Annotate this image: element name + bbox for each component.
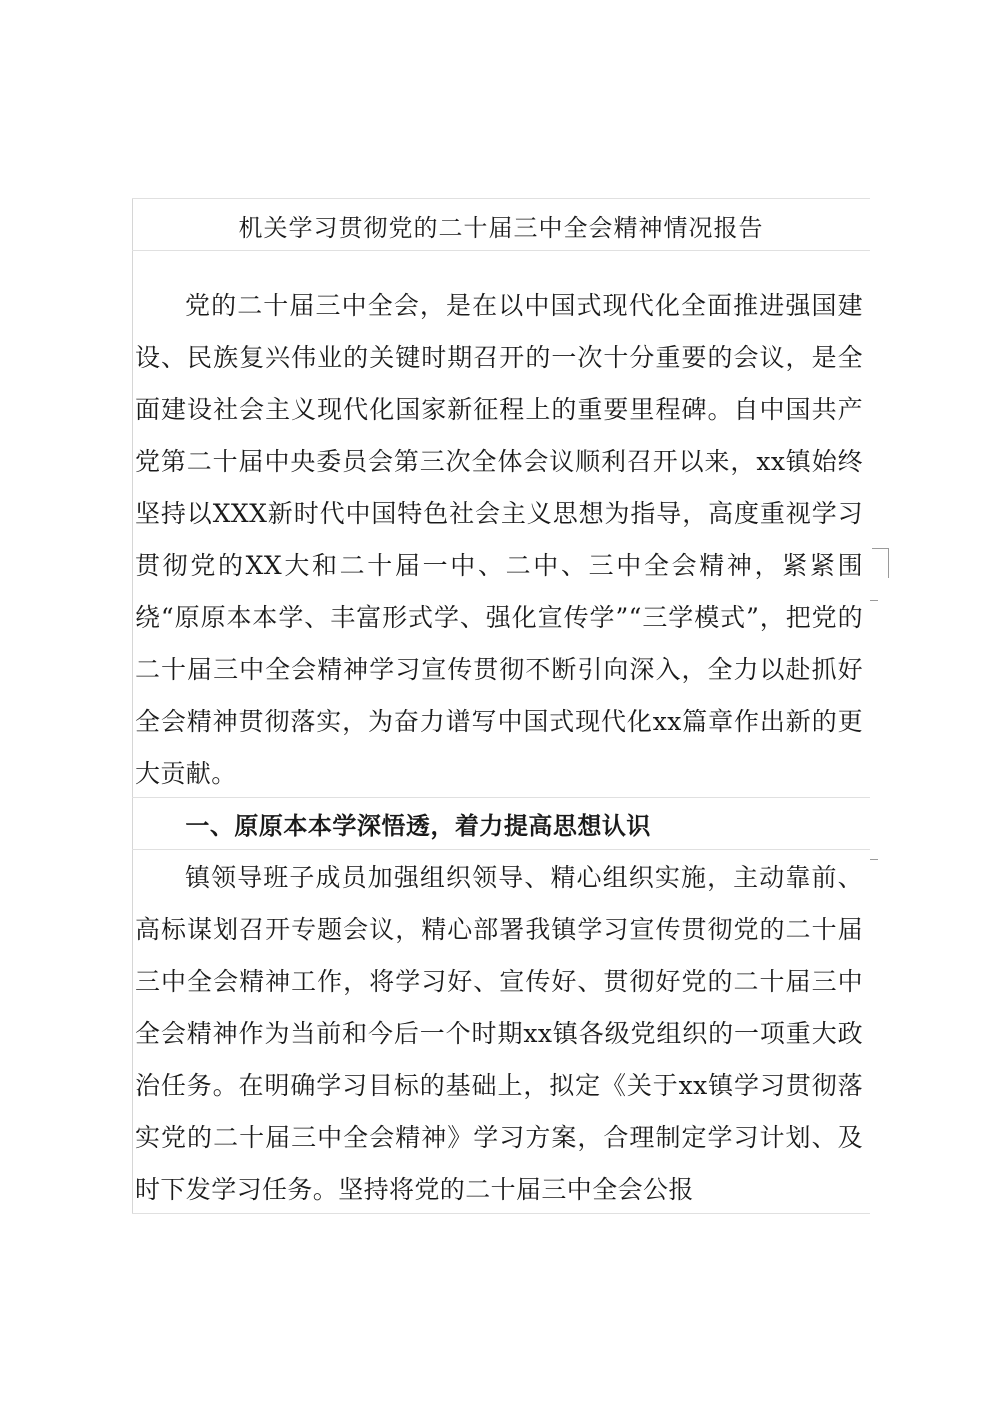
title-top-rule: [132, 198, 870, 199]
margin-tick: [870, 600, 878, 601]
intro-paragraph: 党的二十届三中全会，是在以中国式现代化全面推进强国建设、民族复兴伟业的关键时期召开的一次十分重要的会议，是全面建设社会主义现代化国家新征程上的重要里程碑。自中国共产党第二十届中央委员会第三次全体会议顺利召开以来，xx镇始终坚持以XXX新时代中国特色社会主义思想为指导，高度重视学习贯彻党的XX大和二十届一中、二中、三中全会精神，紧紧围绕“原原本本学、丰富形式学、强化宣传学”“三学模式”，把党的二十届三中全会精神学习宣传贯彻不断引向深入，全力以赴抓好全会精神贯彻落实，为奋力谱写中国式现代化xx篇章作出新的更大贡献。: [135, 291, 863, 788]
margin-mark-vertical: [888, 548, 889, 578]
document-title: 机关学习贯彻党的二十届三中全会精神情况报告: [238, 214, 764, 242]
section-heading: 一、原原本本学深悟透，着力提高思想认识: [185, 812, 651, 840]
margin-tick-2: [870, 859, 878, 860]
margin-mark: [872, 548, 888, 549]
section-body-paragraph: 镇领导班子成员加强组织领导、精心组织实施，主动靠前、高标谋划召开专题会议，精心部署我镇学习宣传贯彻党的二十届三中全会精神工作，将学习好、宣传好、贯彻好党的二十届三中全会精神作为当前和今后一个时期xx镇各级党组织的一项重大政治任务。在明确学习目标的基础上，拟定《关于xx镇学习贯彻落实党的二十届三中全会精神》学习方案，合理制定学习计划、及时下发学习任务。坚持将党的二十届三中全会公报: [135, 863, 863, 1204]
title-bottom-rule: [132, 250, 870, 251]
